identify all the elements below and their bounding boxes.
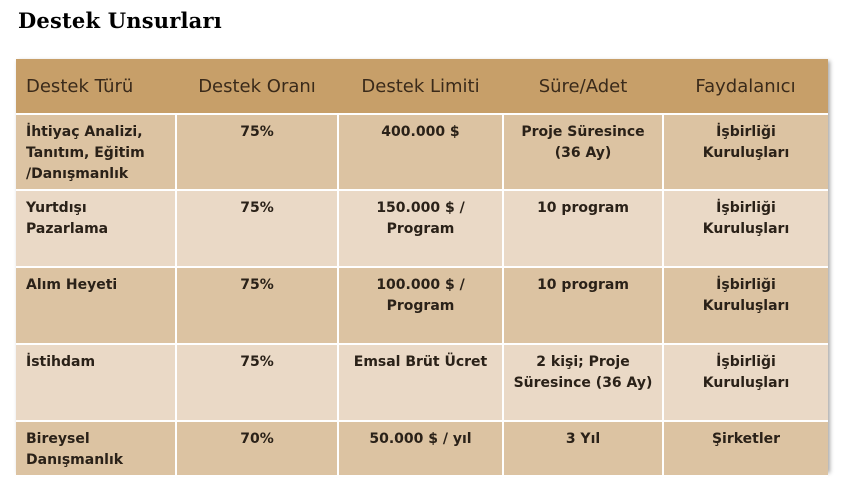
table-cell: İstihdam (16, 344, 176, 421)
table-cell: 400.000 $ (338, 114, 503, 190)
table-row (16, 114, 828, 190)
table-cell: Bireysel Danışmanlık (16, 421, 176, 476)
table-cell: Yurtdışı Pazarlama (16, 190, 176, 267)
table-cell: 10 program (503, 267, 663, 344)
table-cell: Proje Süresince (36 Ay) (503, 114, 663, 190)
table-cell: 2 kişi; Proje Süresince (36 Ay) (503, 344, 663, 421)
table-cell: 75% (176, 267, 338, 344)
table-cell: 50.000 $ / yıl (338, 421, 503, 476)
table-cell: İhtiyaç Analizi, Tanıtım, Eğitim /Danışmanlık (16, 114, 176, 190)
header-destek-limiti: Destek Limiti (338, 59, 503, 114)
table-cell: İşbirliği Kuruluşları (663, 190, 828, 267)
table-cell: İşbirliği Kuruluşları (663, 267, 828, 344)
table-cell: 10 program (503, 190, 663, 267)
table-row (16, 344, 828, 421)
table-cell: 75% (176, 114, 338, 190)
header-destek-orani: Destek Oranı (176, 59, 338, 114)
header-faydalanici: Faydalanıcı (663, 59, 828, 114)
table-header-row (16, 59, 828, 114)
table-cell: 70% (176, 421, 338, 476)
table-cell: İşbirliği Kuruluşları (663, 114, 828, 190)
table-cell: Şirketler (663, 421, 828, 476)
support-table-container (16, 59, 828, 471)
table-row (16, 190, 828, 267)
page-title: Destek Unsurları (18, 8, 222, 33)
support-table (16, 59, 828, 477)
table-cell: 150.000 $ / Program (338, 190, 503, 267)
header-destek-turu: Destek Türü (16, 59, 176, 114)
table-cell: 75% (176, 344, 338, 421)
table-cell: 3 Yıl (503, 421, 663, 476)
table-cell: Emsal Brüt Ücret (338, 344, 503, 421)
table-cell: 75% (176, 190, 338, 267)
table-cell: 100.000 $ / Program (338, 267, 503, 344)
table-row (16, 421, 828, 476)
table-row (16, 267, 828, 344)
table-cell: Alım Heyeti (16, 267, 176, 344)
table-cell: İşbirliği Kuruluşları (663, 344, 828, 421)
header-sure-adet: Süre/Adet (503, 59, 663, 114)
